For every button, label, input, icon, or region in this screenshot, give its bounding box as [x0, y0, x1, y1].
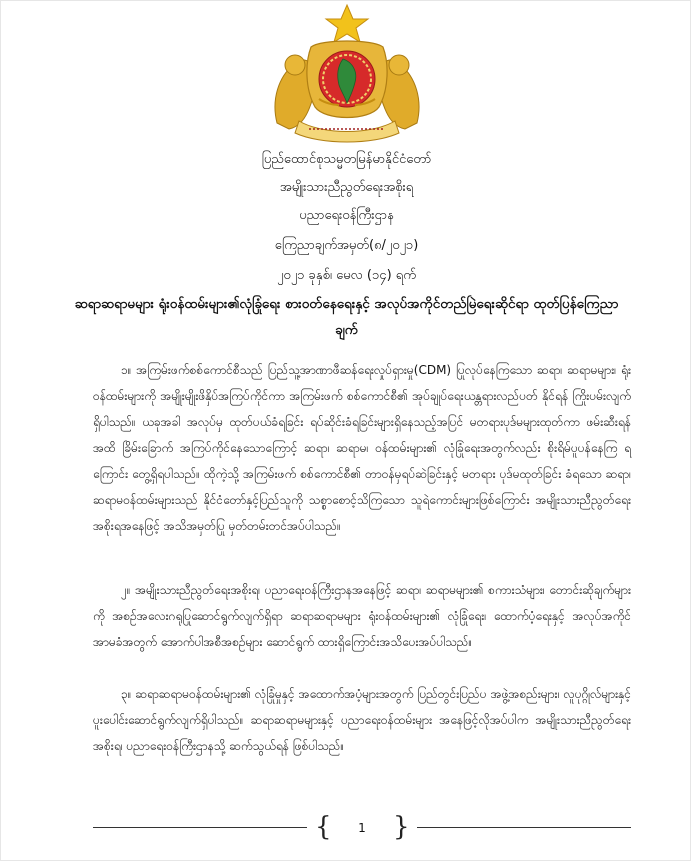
paragraph-1: ၁။ အကြမ်းဖက်စစ်ကောင်စီသည် ပြည်သူ့အာဏာဖီဆန်ရေးလှုပ်ရှားမှု(CDM) ပြုလုပ်နေကြသော ဆရာ၊ ဆရာမများ၊ ရုံးဝန်ထမ်းများကို အမျိုးမျိုးဖိနှိပ်အကြပ်ကိုင်ကာ အကြမ်းဖက် စစ်ကောင်စီ၏ အုပ်ချုပ်ရေးယန္တရားလည်ပတ် နိုင်ရန် ကြိုးပမ်းလျက်ရှိပါသည်။ ယခုအခါ အလုပ်မှ ထုတ်ပယ်ခံရခြင်း ရပ်ဆိုင်းခံရခြင်းများရှိနေသည့်အပြင် မတရားပုဒ်မများထုတ်ကာ ဖမ်းဆီးရန်အထိ ခြိမ်းခြောက် အကြပ်ကိုင်နေသောကြောင့် ဆရာ၊ ဆရာမ၊ ဝန်ထမ်းများ၏ လုံခြုံရေးအတွက်လည်း စိုးရိမ်ပူပန်နေကြ ရကြောင်း တွေ့ရှိရပါသည်။ ထိုကဲ့သို့ အကြမ်းဖက် စစ်ကောင်စီ၏ တာဝန်မှရပ်ဆဲခြင်းနှင့် မတရား ပုဒ်မထုတ်ခြင်း ခံရသော ဆရာ၊ ဆရာမဝန်ထမ်းများသည် နိုင်ငံတော်နှင့်ပြည်သူကို သစ္စာစောင့်သိကြသော သူရဲကောင်းများဖြစ်ကြောင်း အမျိုးသားညီညွတ်ရေး အစိုးရအနေဖြင့် အသိအမှတ်ပြု မှတ်တမ်းတင်အပ်ပါသည်။ — [93, 363, 631, 533]
paragraph-3: ၃။ ဆရာဆရာမဝန်ထမ်းများ၏ လုံခြုံမှုနှင့် အထောက်အပံ့များအတွက် ပြည်တွင်းပြည်ပ အဖွဲ့အစည်းများ၊ လူပုဂ္ဂိုလ်များနှင့် ပူးပေါင်းဆောင်ရွက်လျက်ရှိပါသည်။ ဆရာဆရာမများနှင့် ပညာရေးဝန်ထမ်းများ အနေဖြင့်လိုအပ်ပါက အမျိုးသားညီညွတ်ရေးအစိုးရ၊ ပညာရေးဝန်ကြီးဌာနသို့ ဆက်သွယ်ရန် ဖြစ်ပါသည်။ — [93, 687, 631, 753]
footer-rule-left — [93, 827, 307, 828]
page-footer — [93, 813, 631, 843]
footer-rule-right — [417, 827, 631, 828]
header-date: ၂၀၂၁ ခုနှစ်၊ မေလ (၁၄) ရက် — [277, 268, 416, 283]
paragraph-2: ၂။ အမျိုးသားညီညွတ်ရေးအစိုးရ၊ ပညာရေးဝန်ကြီးဌာနအနေဖြင့် ဆရာ၊ ဆရာမများ၏ စကားသံများ၊ တောင်းဆိုချက်များကို အစဉ်အလေးဂရုပြုဆောင်ရွက်လျက်ရှိရာ ဆရာဆရာမများ ရုံးဝန်ထမ်းများ၏ လုံခြုံရေး၊ ထောက်ပံ့ရေးနှင့် အလုပ်အကိုင်အာမခံအတွက် အောက်ပါအစီအစဉ်များ ဆောင်ရွက် ထားရှိကြောင်းအသိပေးအပ်ပါသည်။ — [93, 583, 631, 649]
footer-brace-right-icon: } — [393, 812, 410, 842]
footer-brace-left-icon: { — [315, 812, 332, 842]
document-title: ဆရာဆရာမများ ရုံးဝန်ထမ်းများ၏လုံခြုံရေး စားဝတ်နေရေးနှင့် အလုပ်အကိုင်တည်မြဲရေးဆိုင်ရာ ထုတ်ပြန်ကြေညာချက် — [74, 296, 619, 338]
header-ministry-name: ပညာရေးဝန်ကြီးဌာန — [299, 208, 394, 223]
header-announcement-number: ကြေညာချက်အမှတ်(၈/၂၀၂၁) — [274, 238, 419, 253]
header-country-name: ပြည်ထောင်စုသမ္မတမြန်မာနိုင်ငံတော် — [261, 152, 432, 167]
header-government-name: အမျိုးသားညီညွတ်ရေးအစိုးရ — [279, 180, 414, 195]
state-seal-icon — [269, 3, 425, 145]
page-number: 1 — [358, 821, 366, 835]
